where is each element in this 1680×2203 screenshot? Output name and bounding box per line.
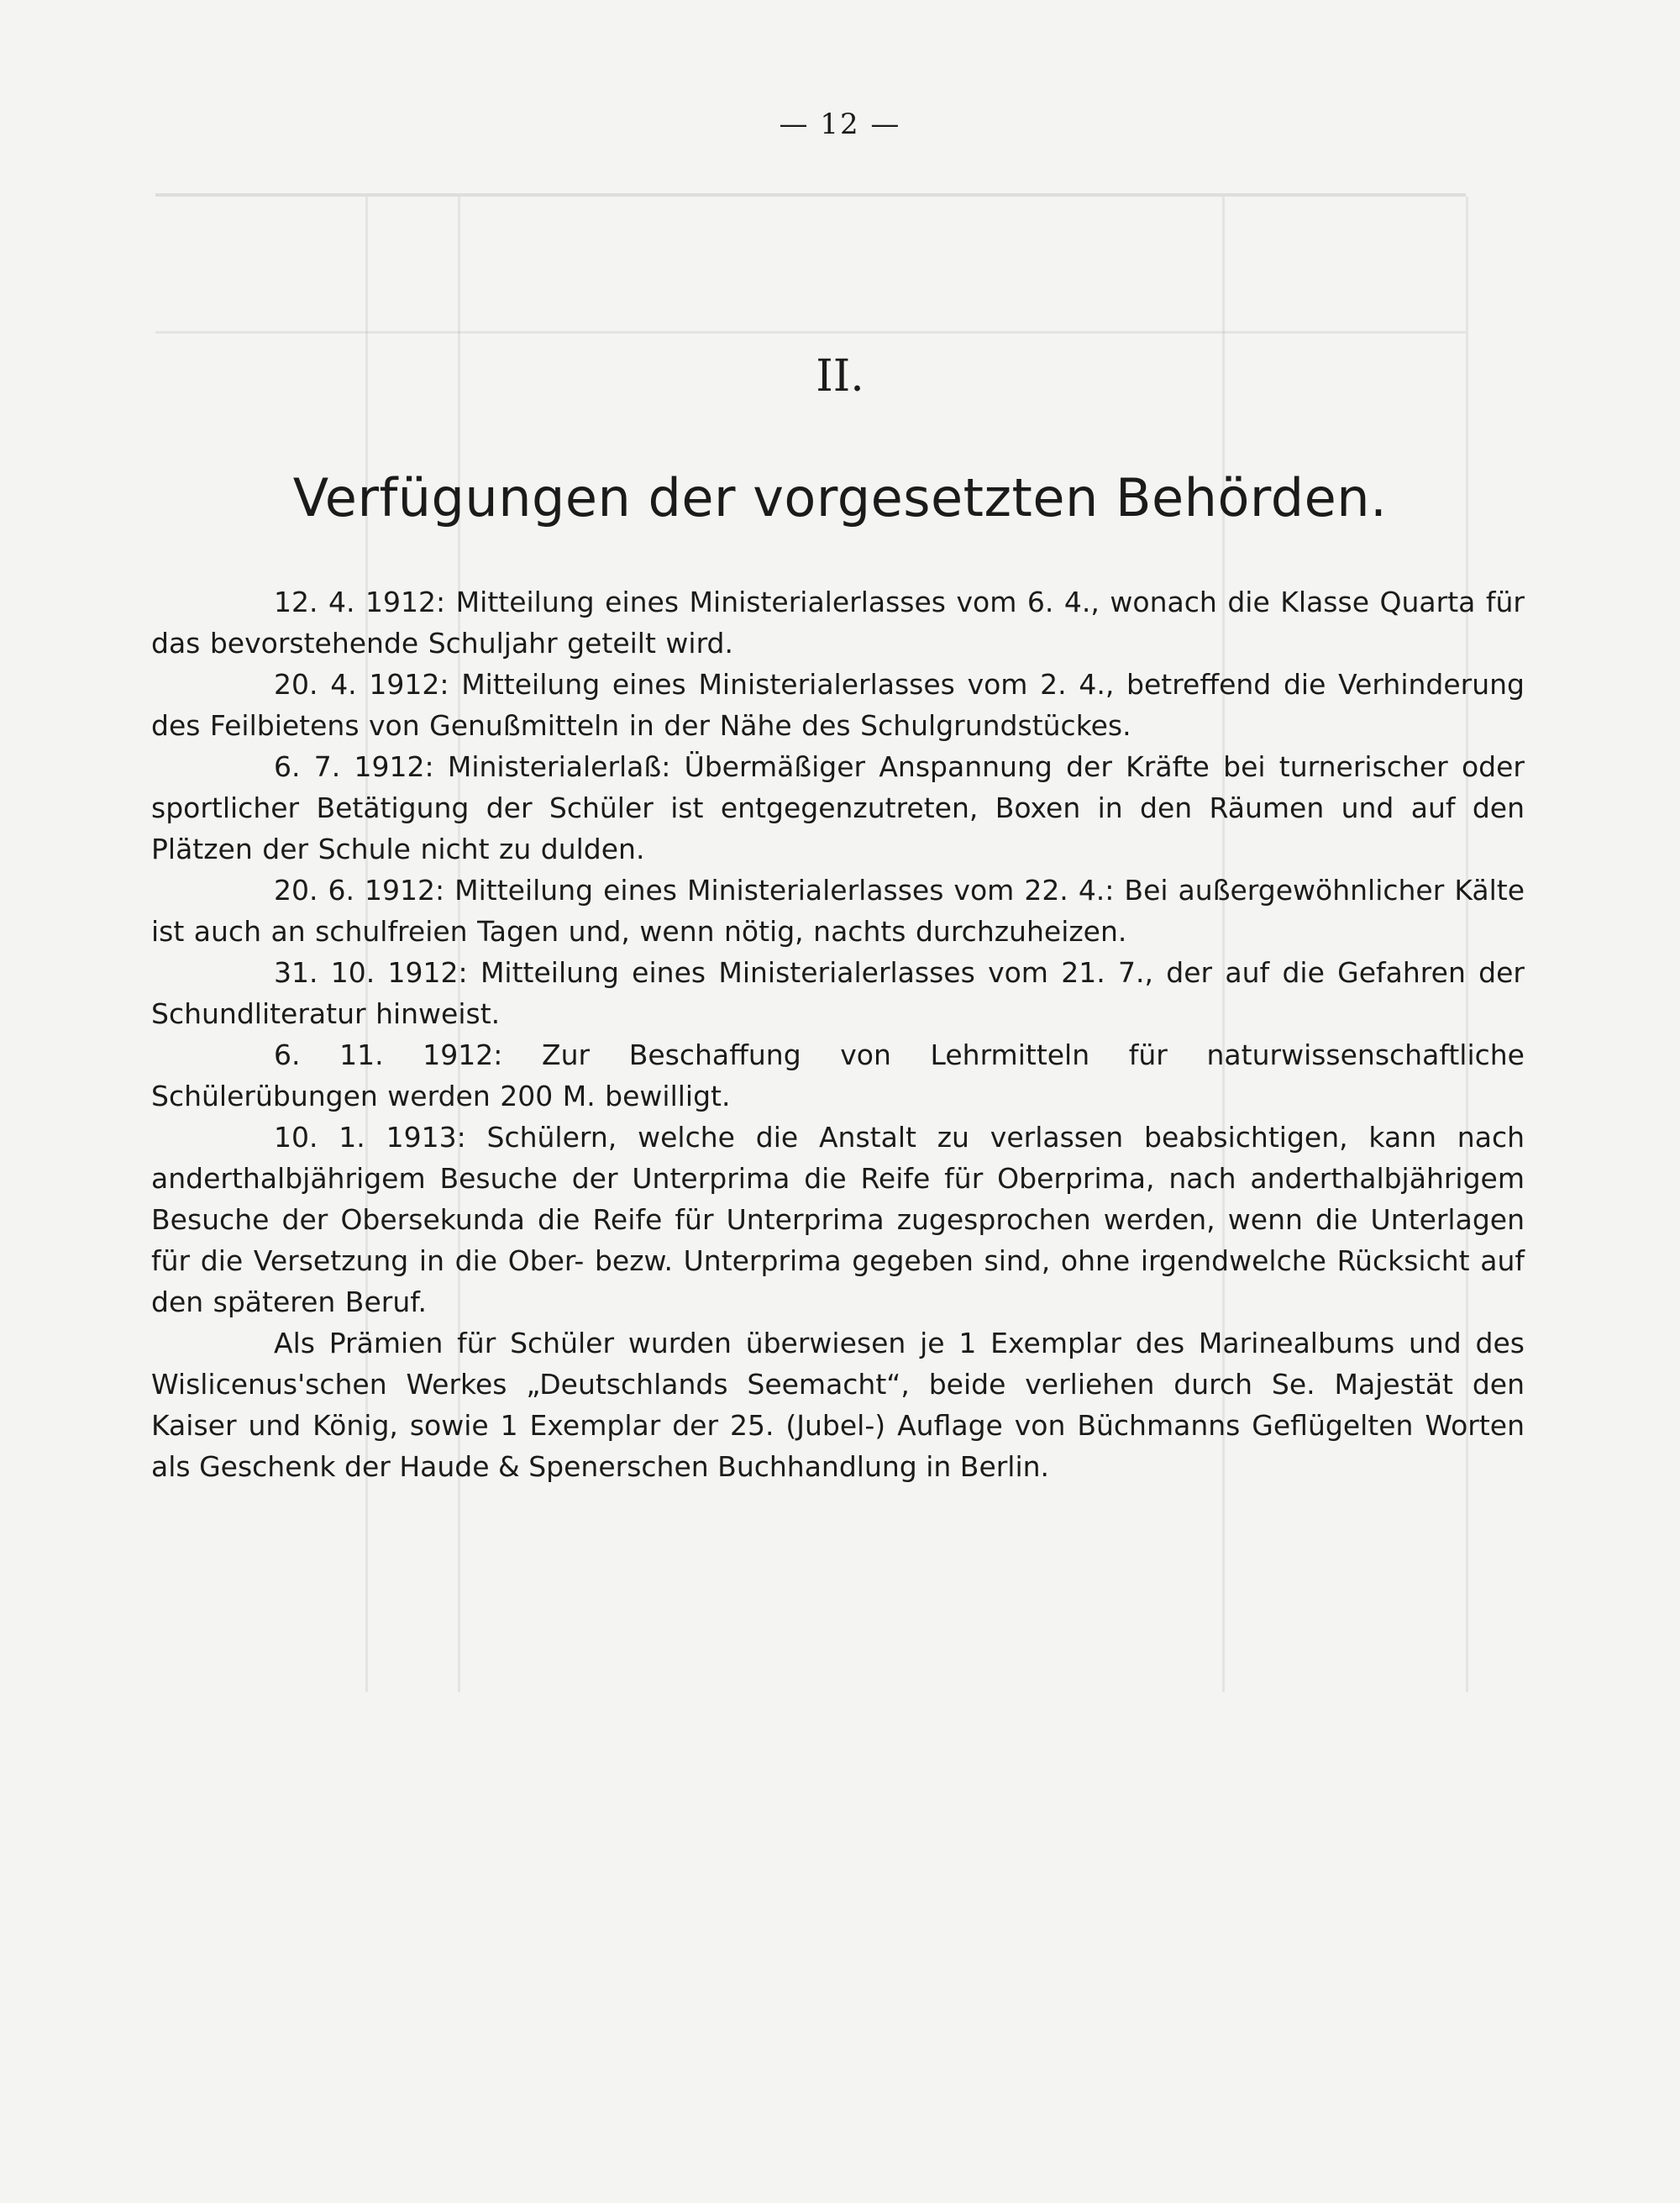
decree-date: 10. 1. 1913: <box>274 1121 466 1154</box>
decree-text: Mitteilung eines Ministerialerlasses vom 22. 4.: Bei außergewöhnlicher Kälte ist auch an schulfreien Tagen und, wenn nötig, nachts durchzuheizen. <box>151 874 1525 948</box>
decree-text: Mitteilung eines Ministerialerlasses vom 6. 4., wonach die Klasse Quarta für das bevorstehende Schuljahr geteilt wird. <box>151 586 1525 660</box>
decree-date: 31. 10. 1912: <box>274 956 468 989</box>
decree-entry <box>151 1034 1525 1117</box>
decree-text: Schülern, welche die Anstalt zu verlassen beabsichtigen, kann nach anderthalbjährigem Besuche der Unterprima die Reife für Oberprima, nach anderthalbjährigem Besuche der Obersekunda die Reife für Unterprima zugesprochen werden, wenn die Unterlagen für die Versetzung in die Ober- bezw. Unterprima gegeben sind, ohne irgendwelche Rücksicht auf den späteren Beruf. <box>151 1121 1525 1318</box>
decree-entry <box>151 746 1525 870</box>
decree-entry <box>151 581 1525 664</box>
decree-entry <box>151 664 1525 746</box>
decree-text: Mitteilung eines Ministerialerlasses vom 21. 7., der auf die Gefahren der Schundliteratur hinweist. <box>151 956 1525 1030</box>
decree-entry <box>151 952 1525 1034</box>
section-title: Verfügungen der vorgesetzten Behörden. <box>292 467 1388 528</box>
decree-date: 6. 7. 1912: <box>274 750 434 783</box>
section-numeral: II. <box>816 351 864 402</box>
decree-text: Zur Beschaffung von Lehrmitteln für naturwissenschaftliche Schülerübungen werden 200 M. bewilligt. <box>151 1038 1525 1112</box>
closing-paragraph: Als Prämien für Schüler wurden überwiesen je 1 Exemplar des Marinealbums und des Wislicenus'schen Werkes „Deutschlands Seemacht“, beide verliehen durch Se. Majestät den Kaiser und König, sowie 1 Exemplar der 25. (Jubel-) Auflage von Büchmanns Geflügelten Worten als Geschenk der Haude & Spenerschen Buchhandlung in Berlin. <box>151 1327 1525 1483</box>
decree-list <box>151 581 1525 1487</box>
decree-text: Mitteilung eines Ministerialerlasses vom 2. 4., betreffend die Verhinderung des Feilbietens von Genußmitteln in der Nähe des Schulgrundstückes. <box>151 668 1525 742</box>
decree-text: Ministerialerlaß: Übermäßiger Anspannung der Kräfte bei turnerischer oder sportlicher Betätigung der Schüler ist entgegenzutreten, Boxen in den Räumen und auf den Plätzen der Schule nicht zu dulden. <box>151 750 1525 865</box>
decree-date: 20. 6. 1912: <box>274 874 445 907</box>
page-number: — 12 — <box>779 108 901 141</box>
decree-entry <box>151 870 1525 952</box>
decree-entry <box>151 1117 1525 1322</box>
decree-date: 12. 4. 1912: <box>274 586 446 618</box>
decree-date: 6. 11. 1912: <box>274 1038 503 1071</box>
decree-date: 20. 4. 1912: <box>274 668 449 701</box>
